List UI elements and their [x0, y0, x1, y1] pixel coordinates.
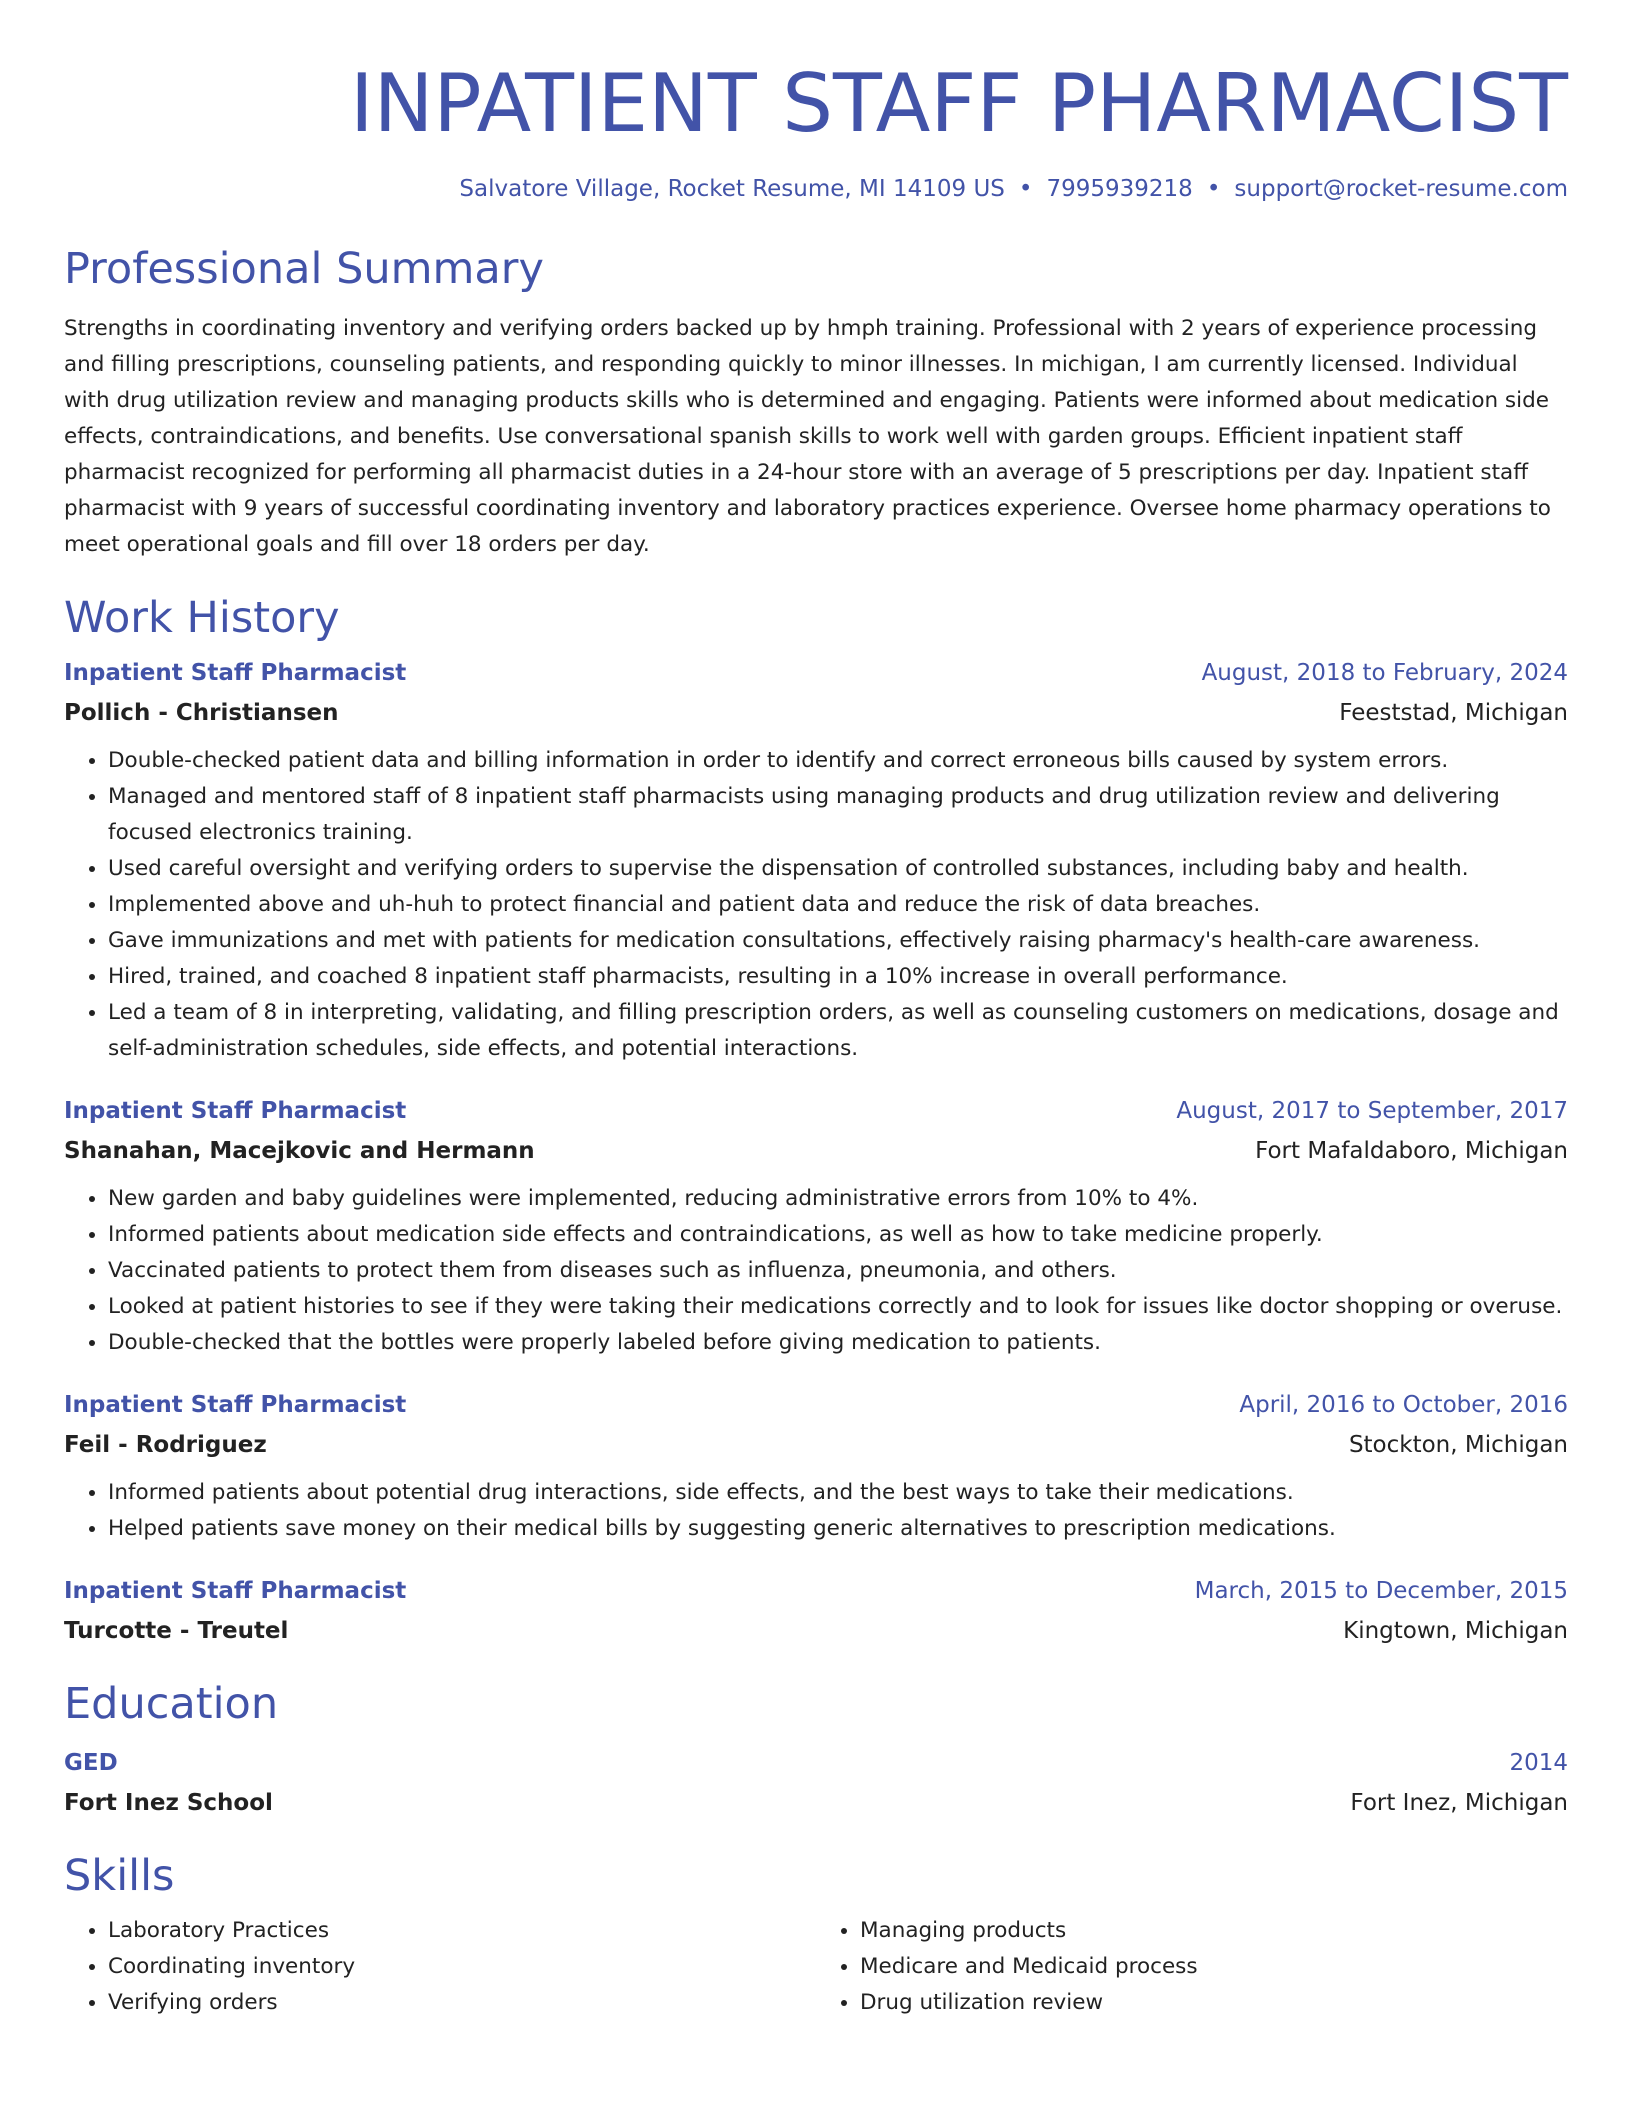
list-item: • Used careful oversight and verifying orders to supervise the dispensation of controlled substances, including baby and health. [108, 851, 1568, 887]
list-item: • Double-checked patient data and billing information in order to identify and correct erroneous bills caused by system errors. [108, 743, 1568, 779]
address: Salvatore Village, Rocket Resume, MI 14109 US [459, 176, 1005, 202]
resume-title: INPATIENT STAFF PHARMACIST [349, 57, 1568, 150]
skills-list-right [816, 1913, 1568, 2021]
list-item: • Informed patients about medication side effects and contraindications, as well as how to take medicine properly. [108, 1217, 1568, 1253]
section-title-work-history: Work History [64, 593, 340, 643]
education-school: Fort Inez School [64, 1790, 273, 1816]
job-dates: August, 2018 to February, 2024 [1201, 660, 1568, 686]
job-dates: April, 2016 to October, 2016 [1239, 1392, 1568, 1418]
job-company: Feil - Rodriguez [64, 1432, 267, 1458]
job-bullets [64, 1475, 1568, 1547]
list-item: • Managed and mentored staff of 8 inpatient staff pharmacists using managing products and drug utilization review and delivering focused electronics training. [108, 779, 1568, 851]
job-company-row [64, 1611, 1568, 1651]
summary-text: Strengths in coordinating inventory and verifying orders backed up by hmph training. Professional with 2 years of experience processing and filling prescriptions, counseling patients, and responding quickly to minor illnesses. In michigan, I am currently licensed. Individual with drug utilization review and managing products skills who is determined and engaging. Patients were informed about medication side effects, contraindications, and benefits. Use conversational spanish skills to work well with garden groups. Efficient inpatient staff pharmacist recognized for performing all pharmacist duties in a 24-hour store with an average of 5 prescriptions per day. Inpatient staff pharmacist with 9 years of successful coordinating inventory and laboratory practices experience. Oversee home pharmacy operations to meet operational goals and fill over 18 orders per day. [64, 316, 1551, 557]
phone: 7995939218 [1046, 176, 1193, 202]
list-item: • Helped patients save money on their medical bills by suggesting generic alternatives to prescription medications. [108, 1511, 1568, 1547]
skill-item: • Verifying orders [108, 1985, 816, 2021]
work-history-section [64, 591, 1568, 1651]
job-company: Pollich - Christiansen [64, 700, 339, 726]
job-company-row [64, 1425, 1568, 1465]
list-item: • Vaccinated patients to protect them from diseases such as influenza, pneumonia, and others. [108, 1253, 1568, 1289]
separator-dot: • [1018, 176, 1033, 202]
education-school-row [64, 1783, 1568, 1823]
separator-dot: • [1206, 176, 1221, 202]
skills-section [64, 1849, 1568, 2021]
job-location: Kingtown, Michigan [1343, 1618, 1568, 1644]
education-degree-row [64, 1743, 1568, 1783]
education-section [64, 1677, 1568, 1823]
job-title-row [64, 1385, 1568, 1425]
job-company-row [64, 1131, 1568, 1171]
skill-item: • Drug utilization review [860, 1985, 1568, 2021]
education-degree: GED [64, 1750, 118, 1776]
summary-section [64, 242, 1568, 563]
skill-item: • Coordinating inventory [108, 1949, 816, 1985]
job-entry [64, 1571, 1568, 1651]
contact-line [64, 174, 1568, 204]
list-item: • Implemented above and uh-huh to protect financial and patient data and reduce the risk of data breaches. [108, 887, 1568, 923]
job-bullets [64, 743, 1568, 1067]
section-title-skills: Skills [64, 1851, 175, 1901]
job-company: Shanahan, Macejkovic and Hermann [64, 1138, 535, 1164]
job-location: Fort Mafaldaboro, Michigan [1255, 1138, 1568, 1164]
skills-list-left [64, 1913, 816, 2021]
section-title-summary: Professional Summary [64, 244, 544, 294]
list-item: • Hired, trained, and coached 8 inpatient staff pharmacists, resulting in a 10% increase in overall performance. [108, 959, 1568, 995]
list-item: • Double-checked that the bottles were properly labeled before giving medication to patients. [108, 1325, 1568, 1361]
section-title-education: Education [64, 1679, 279, 1729]
job-title: Inpatient Staff Pharmacist [64, 1578, 407, 1604]
job-title: Inpatient Staff Pharmacist [64, 1098, 407, 1124]
education-location: Fort Inez, Michigan [1350, 1790, 1568, 1816]
job-company-row [64, 693, 1568, 733]
job-location: Feeststad, Michigan [1339, 700, 1568, 726]
skill-item: • Medicare and Medicaid process [860, 1949, 1568, 1985]
list-item: • New garden and baby guidelines were implemented, reducing administrative errors from 10% to 4%. [108, 1181, 1568, 1217]
job-title-row [64, 653, 1568, 693]
job-entry [64, 1091, 1568, 1361]
list-item: • Looked at patient histories to see if they were taking their medications correctly and to look for issues like doctor shopping or overuse. [108, 1289, 1568, 1325]
skill-item: • Laboratory Practices [108, 1913, 816, 1949]
job-dates: August, 2017 to September, 2017 [1176, 1098, 1568, 1124]
education-year: 2014 [1509, 1750, 1568, 1776]
job-title-row [64, 1091, 1568, 1131]
job-company: Turcotte - Treutel [64, 1618, 289, 1644]
job-entry [64, 1385, 1568, 1547]
job-bullets [64, 1181, 1568, 1361]
job-title-row [64, 1571, 1568, 1611]
skill-item: • Managing products [860, 1913, 1568, 1949]
list-item: • Informed patients about potential drug interactions, side effects, and the best ways to take their medications. [108, 1475, 1568, 1511]
job-title: Inpatient Staff Pharmacist [64, 660, 407, 686]
email: support@rocket-resume.com [1234, 176, 1568, 202]
job-title: Inpatient Staff Pharmacist [64, 1392, 407, 1418]
job-location: Stockton, Michigan [1348, 1432, 1568, 1458]
list-item: • Gave immunizations and met with patients for medication consultations, effectively raising pharmacy's health-care awareness. [108, 923, 1568, 959]
job-dates: March, 2015 to December, 2015 [1194, 1578, 1568, 1604]
job-entry [64, 653, 1568, 1067]
list-item: • Led a team of 8 in interpreting, validating, and filling prescription orders, as well as counseling customers on medications, dosage and self-administration schedules, side effects, and potential interactions. [108, 995, 1568, 1067]
skills-columns [64, 1913, 1568, 2021]
